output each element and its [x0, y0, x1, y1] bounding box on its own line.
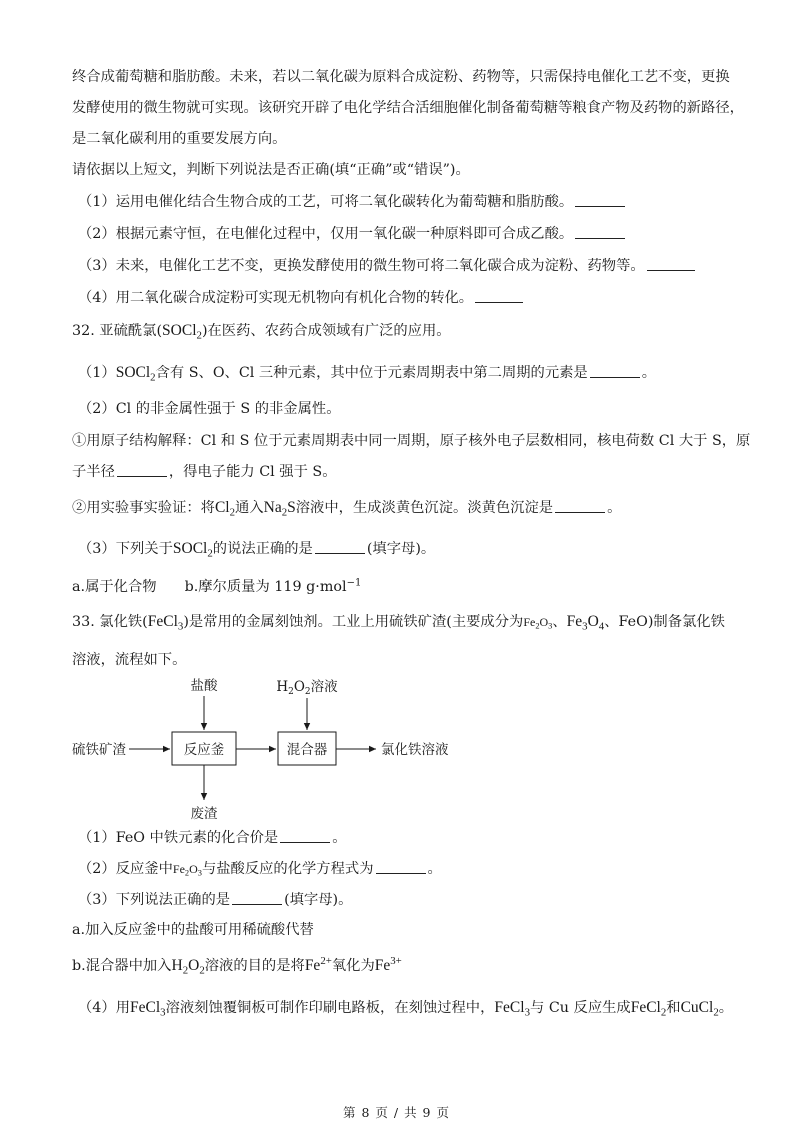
q33-part-4: （4）用FeCl$_3$溶液刻蚀覆铜板可制作印刷电路板，在刻蚀过程中，FeCl$_3$与 Cu 反应生成FeCl$_2$和CuCl$_2$。: [78, 999, 734, 1019]
answer-blank[interactable]: [590, 364, 640, 378]
q33-part-2: （2）反应釜中$Fe_2O_3$与盐酸反应的化学方程式为 。: [78, 861, 442, 878]
q31-item-1: （1）运用电催化结合生物合成的工艺，可将二氧化碳转化为葡萄糖和脂肪酸。: [78, 192, 627, 212]
answer-blank[interactable]: [117, 463, 167, 477]
q33-stem-line-1: 33. 氯化铁(FeCl$_3$)是常用的金属刻蚀剂。工业上用硫铁矿渣(主要成分为$Fe_2O_3$、$Fe_3O_4$、FeO)制备氯化铁: [72, 613, 725, 633]
q32-stem: 32. 亚硫酰氯(SOCl$_2$)在医药、农药合成领域有广泛的应用。: [72, 322, 451, 342]
answer-blank[interactable]: [315, 540, 365, 554]
page-footer: 第 8 页 / 共 9 页: [343, 1105, 450, 1120]
h2o2-label: $H_2O_2$溶液: [276, 679, 338, 697]
q31-item-2: （2）根据元素守恒，在电催化过程中，仅用一氧化碳一种原料即可合成乙酸。: [78, 224, 627, 244]
answer-blank[interactable]: [232, 891, 282, 905]
flow-output-label: 氯化铁溶液: [381, 742, 449, 758]
q32-part-3: （3）下列关于SOCl$_2$的说法正确的是 (填字母)。: [78, 540, 436, 560]
flow-input-label: 硫铁矿渣: [72, 742, 126, 758]
answer-blank[interactable]: [647, 257, 695, 271]
q32-part-2: （2）Cl 的非金属性强于 S 的非金属性。: [78, 401, 341, 417]
answer-blank[interactable]: [575, 225, 625, 239]
q33-stem-line-2: 溶液，流程如下。: [72, 652, 187, 668]
answer-blank[interactable]: [280, 829, 330, 843]
acid-label: 盐酸: [190, 678, 218, 694]
q31-instruction: 请依据以上短文，判断下列说法是否正确(填“正确”或“错误”)。: [72, 162, 470, 178]
mixer-label: 混合器: [286, 742, 328, 758]
answer-blank[interactable]: [376, 860, 426, 874]
answer-blank[interactable]: [575, 193, 625, 207]
passage-line-3: 是二氧化碳利用的重要发展方向。: [72, 131, 287, 147]
q33-part-1: （1）FeO 中铁元素的化合价是 。: [78, 830, 347, 846]
q32-part-1: （1）SOCl$_2$含有 S、O、Cl 三种元素，其中位于元素周期表中第二周期的元素是 。: [78, 364, 657, 384]
q33-option-a: a.加入反应釜中的盐酸可用稀硫酸代替: [72, 922, 314, 938]
waste-label: 废渣: [190, 806, 218, 822]
q31-item-3: （3）未来，电催化工艺不变，更换发酵使用的微生物可将二氧化碳合成为淀粉、药物等。: [78, 256, 697, 276]
q32-part-2a-line-2: 子半径 ，得电子能力 Cl 强于 S。: [72, 464, 337, 480]
passage-line-2: 发酵使用的微生物就可实现。该研究开辟了电化学结合活细胞催化制备葡萄糖等粮食产物及药物的新路径，: [72, 100, 744, 116]
option-b: b.摩尔质量为 119 g·mol$^{-1}$: [184, 577, 362, 595]
option-a: a.属于化合物: [72, 579, 157, 595]
q33-option-b: b.混合器中加入$H_2O_2$溶液的目的是将$Fe^{2+}$氧化为$Fe^{3+}$: [72, 955, 402, 977]
q32-options: [72, 577, 361, 597]
q32-part-2a-line-1: ①用原子结构解释：Cl 和 S 位于元素周期表中同一周期，原子核外电子层数相同，核电荷数 Cl 大于 S，原: [72, 433, 751, 449]
flowchart-diagram: [72, 676, 472, 824]
q32-part-2b: ②用实验事实验证：将$Cl_2$通入$Na_2S$溶液中，生成淡黄色沉淀。淡黄色沉淀是 。: [72, 499, 622, 519]
answer-blank[interactable]: [475, 289, 523, 303]
q31-item-4: （4）用二氧化碳合成淀粉可实现无机物向有机化合物的转化。: [78, 288, 525, 308]
reactor-label: 反应釜: [183, 742, 225, 758]
q33-part-3: （3）下列说法正确的是 (填字母)。: [78, 892, 353, 908]
answer-blank[interactable]: [555, 499, 605, 513]
passage-line-1: 终合成葡萄糖和脂肪酸。未来，若以二氧化碳为原料合成淀粉、药物等，只需保持电催化工艺不变，更换: [72, 69, 730, 85]
